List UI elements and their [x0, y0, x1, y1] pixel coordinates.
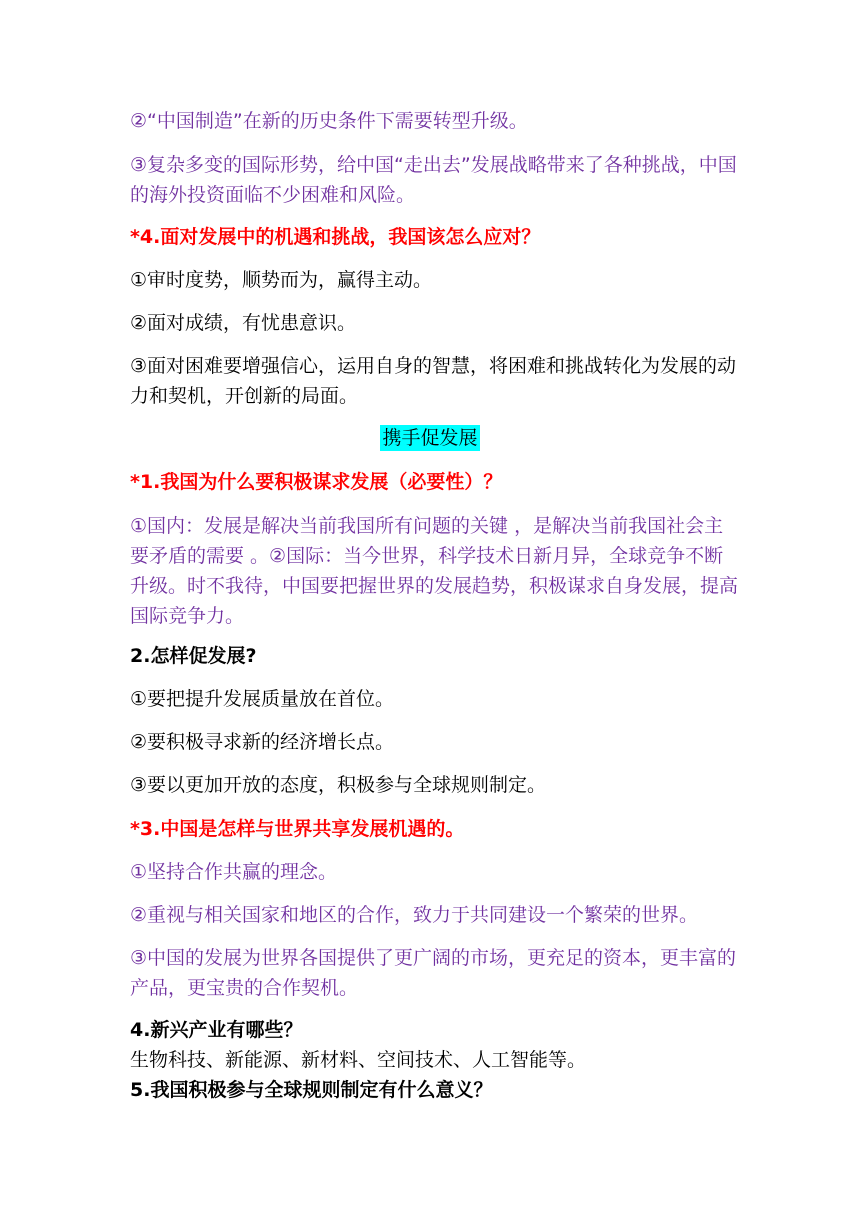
q4-answer-3: ③面对困难要增强信心，运用自身的智慧，将困难和挑战转化为发展的动力和契机，开创新的局面。: [130, 355, 737, 407]
part2-q4-heading: 4.新兴产业有哪些？: [130, 1019, 303, 1041]
part2-q4-answer: 生物科技、新能源、新材料、空间技术、人工智能等。: [130, 1049, 587, 1071]
section1-item-2: ②“中国制造”在新的历史条件下需要转型升级。: [130, 110, 528, 132]
part2-q3-answer-3: ③中国的发展为世界各国提供了更广阔的市场，更充足的资本，更丰富的产品，更宝贵的合作契机。: [130, 947, 737, 999]
part2-q3-heading: *3.中国是怎样与世界共享发展机遇的。: [130, 818, 465, 840]
part2-q1-answer: ①国内：发展是解决当前我国所有问题的关键 ，是解决当前我国社会主要矛盾的需要 。②国际：当今世界，科学技术日新月异，全球竞争不断升级。时不我待，中国要把握世界的发展趋势，积极谋求自身发展，提高国际竞争力。: [130, 515, 739, 627]
part2-q2-answer-3: ③要以更加开放的态度，积极参与全球规则制定。: [130, 774, 547, 796]
q4-answer-1: ①审时度势，顺势而为，赢得主动。: [130, 269, 433, 291]
section-title: [0, 423, 860, 453]
part2-q5-heading: 5.我国积极参与全球规则制定有什么意义？: [130, 1079, 493, 1101]
q4-heading: *4.面对发展中的机遇和挑战，我国该怎么应对？: [130, 226, 541, 248]
part2-q1-heading: *1.我国为什么要积极谋求发展（必要性）？: [130, 471, 503, 493]
part2-q3-answer-2: ②重视与相关国家和地区的合作，致力于共同建设一个繁荣的世界。: [130, 904, 699, 926]
section-title-text: 携手促发展: [382, 427, 478, 449]
part2-q2-answer-1: ①要把提升发展质量放在首位。: [130, 688, 395, 710]
part2-q2-answer-2: ②要积极寻求新的经济增长点。: [130, 731, 395, 753]
part2-q3-answer-1: ①坚持合作共赢的理念。: [130, 861, 338, 883]
section1-item-3: ③复杂多变的国际形势，给中国“走出去”发展战略带来了各种挑战，中国的海外投资面临不少困难和风险。: [130, 154, 737, 206]
part2-q2-heading: 2.怎样促发展?: [130, 645, 257, 667]
q4-answer-2: ②面对成绩，有忧患意识。: [130, 312, 357, 334]
